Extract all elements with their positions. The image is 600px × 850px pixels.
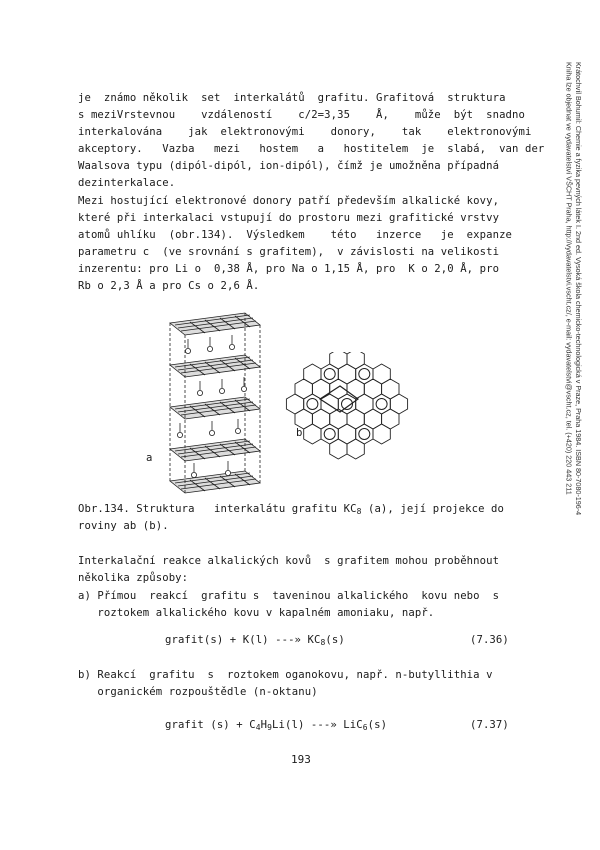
carbon-hexagon [330, 352, 347, 369]
potassium-atom [324, 369, 335, 380]
text-line: Rb o 2,3 Å a pro Cs o 2,6 Å. [78, 280, 260, 292]
publisher-side-note [563, 62, 583, 582]
text-line: inzerentu: pro Li o 0,38 Å, pro Na o 1,15 Å, pro K o 2,0 Å, pro [78, 263, 500, 275]
text-line: několika způsoby: [78, 572, 189, 584]
text-line: je známo několik set interkalátů grafitu. Grafitová struktura [78, 92, 506, 104]
list-item-b-line: organickém rozpouštědle (n-oktanu) [78, 686, 318, 698]
equation-number: (7.36) [470, 634, 509, 646]
graphite-layer [170, 313, 260, 335]
potassium-atom [359, 369, 370, 380]
figure-caption-line-1: Obr.134. Struktura interkalátu grafitu $KC_8$ (a), její projekce do [78, 503, 504, 516]
carbon-hexagon [347, 352, 364, 369]
equation-number: (7.37) [470, 719, 509, 731]
text-line: atomů uhlíku (obr.134). Výsledkem této inzerce je expanze [78, 229, 513, 241]
text-line: které při interkalaci vstupují do prostoru mezi grafitické vrstvy [78, 212, 500, 224]
graphite-layer [170, 439, 260, 461]
text-line: Interkalační reakce alkalických kovů s grafitem mohou proběhnout [78, 555, 500, 567]
page-number: 193 [291, 753, 311, 766]
carbon-hexagon [390, 394, 407, 414]
graphite-layer [170, 355, 260, 377]
potassium-atom [359, 429, 370, 440]
potassium-atom [376, 399, 387, 410]
potassium-atom [307, 399, 318, 410]
equation-7-36: grafit(s) + K(l) ---» $KC_8(s)$ [165, 634, 345, 647]
list-item-a-line: roztokem alkalického kovu v kapalném amoniaku, např. [78, 607, 435, 619]
text-line: parametru c (ve srovnání s grafitem), v závislosti na velikosti [78, 246, 500, 258]
ab-projection-figure [282, 352, 412, 462]
potassium-atom [324, 429, 335, 440]
list-item-a-line: a) Přímou reakcí grafitu s taveninou alkalického kovu nebo s [78, 590, 500, 602]
text-line: dezinterkalace. [78, 177, 176, 189]
text-line: interkalována jak elektronovými donory, tak elektronovými [78, 126, 532, 138]
kc8-structure-figure [150, 305, 270, 495]
list-item-b-line: b) Reakcí grafitu s roztokem oganokovu, např. n-butyllithia v [78, 669, 493, 681]
side-note-line-2: Kniha lze objednat ve vydavatelství VŠCHT Praha, http://vydavatelstvi.vscht.cz/, e-mail: vydavatelstvi@vscht.cz, tel. (+420) 220 443 211 [564, 62, 574, 495]
text-line: s meziVrstevnou vzdáleností c/2=3,35 Å, může být snadno [78, 109, 525, 121]
text-line: Mezi hostující elektronové donory patří především alkalické kovy, [78, 195, 500, 207]
figure-label-a: a [146, 452, 153, 464]
text-line: akceptory. Vazba mezi hostem a hostitelem je slabá, van der [78, 143, 545, 155]
figure-label-b: b [296, 427, 303, 439]
equation-7-37: grafit $(s) + C_4H_9Li(l)$ ---» LiC$_6$(s) [165, 719, 388, 732]
graphite-layer [170, 397, 260, 419]
side-note-line-1: Krátochvíl Bohumil: Chemie a fyzika pevných látek I. 2nd ed. Vysoká škola chemicko-technologická v Praze, Praha 1984. ISBN 80-7080-196-4 [574, 62, 583, 516]
figure-caption-line-2: roviny ab (b). [78, 520, 169, 532]
graphite-layer [170, 471, 260, 493]
text-line: Waalsova typu (dipól-dipól, ion-dipól), čímž je umožněna případná [78, 160, 500, 172]
